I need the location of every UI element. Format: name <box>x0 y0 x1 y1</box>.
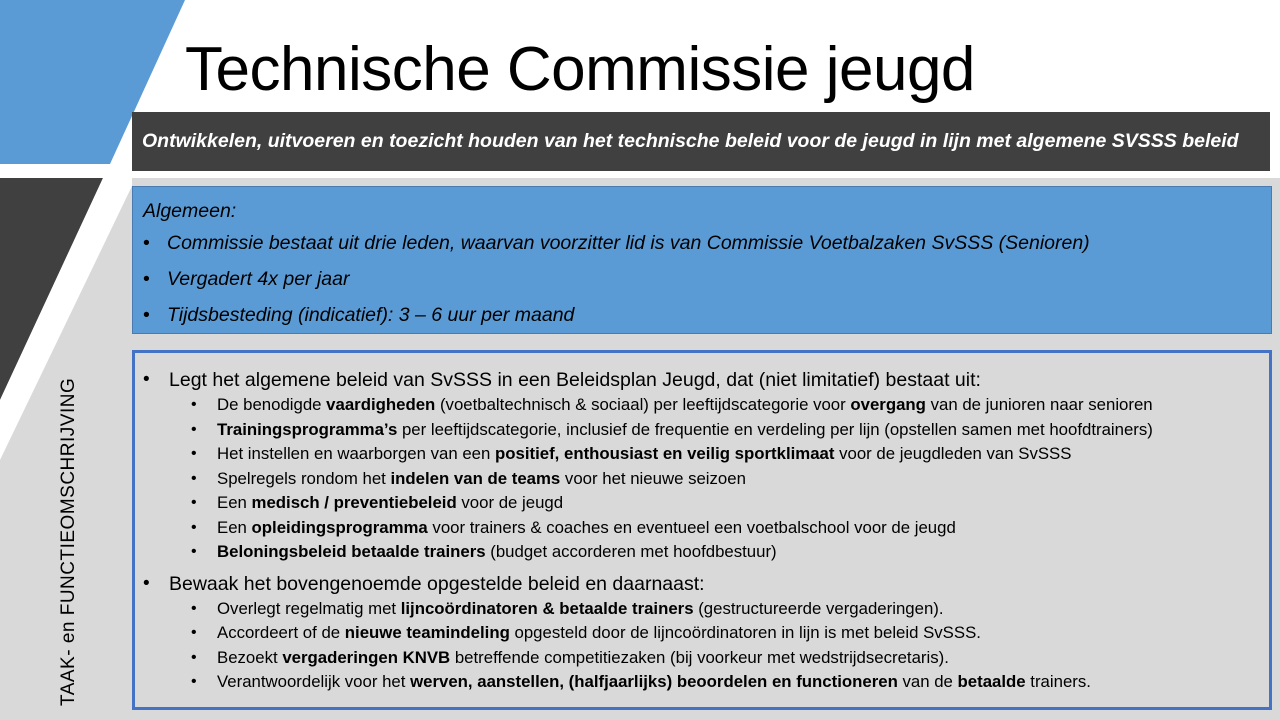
bullet-icon: • <box>191 648 197 666</box>
subtask-item <box>191 670 1261 695</box>
bullet-icon: • <box>191 494 197 511</box>
subtask-text: voor trainers & coaches en eventueel een voetbalschool voor de jeugd <box>427 517 956 537</box>
subtask-text: (budget accorderen met hoofdbestuur) <box>485 542 777 561</box>
bullet-icon: • <box>143 572 150 594</box>
subtask-item <box>191 621 1261 646</box>
bullet-icon: • <box>191 624 197 641</box>
list-item <box>143 225 1261 261</box>
task-item <box>143 367 1261 565</box>
emphasis-text: indelen van de teams <box>390 468 561 488</box>
emphasis-text: nieuwe teamindeling <box>344 623 510 642</box>
subtask-text: (gestructureerde vergaderingen). <box>693 598 944 618</box>
list-item <box>143 261 1261 297</box>
task-text: Bewaak het bovengenoemde opgestelde beleid en daarnaast: <box>169 572 705 595</box>
subtask-item <box>191 491 1261 516</box>
bullet-icon: • <box>191 518 197 536</box>
emphasis-text: lijncoördinatoren & betaalde trainers <box>400 598 694 618</box>
general-item-text: Commissie bestaat uit drie leden, waarvan voorzitter lid is van Commissie Voetbalzaken SvSSS (Senioren) <box>167 232 1090 254</box>
subtask-item <box>191 393 1261 418</box>
subtask-text: voor het nieuwe seizoen <box>560 468 746 488</box>
emphasis-text: overgang <box>850 395 926 414</box>
bullet-icon: • <box>191 420 197 438</box>
page-title: Technische Commissie jeugd <box>185 35 975 104</box>
subtask-text: van de <box>897 672 958 691</box>
general-item-text: Tijdsbesteding (indicatief): 3 – 6 uur per maand <box>167 304 575 326</box>
subtask-text: De benodigde <box>217 395 327 414</box>
emphasis-text: vaardigheden <box>326 395 436 414</box>
emphasis-text: Trainingsprogramma’s <box>217 419 398 439</box>
subtask-text: voor de jeugd <box>456 493 564 512</box>
subtask-text: Een <box>217 517 252 537</box>
subtask-text: Overlegt regelmatig met <box>217 598 401 618</box>
bullet-icon: • <box>191 469 197 487</box>
bullet-icon: • <box>191 543 197 560</box>
subtask-list <box>169 597 1261 695</box>
subtask-text: Spelregels rondom het <box>217 468 391 488</box>
task-text: Legt het algemene beleid van SvSSS in een Beleidsplan Jeugd, dat (niet limitatief) bestaat uit: <box>169 369 981 391</box>
emphasis-text: opleidingsprogramma <box>251 517 428 537</box>
subtitle-text: Ontwikkelen, uitvoeren en toezicht houden van het technische beleid voor de jeugd in lijn met algemene SVSSS beleid <box>142 130 1239 152</box>
bullet-icon: • <box>191 673 197 690</box>
subtask-text: opgesteld door de lijncoördinatoren in lijn is met beleid SvSSS. <box>509 623 981 642</box>
subtask-item <box>191 467 1261 492</box>
subtask-text: (voetbaltechnisch & sociaal) per leeftijdscategorie voor <box>435 395 851 414</box>
tasks-box <box>132 350 1272 710</box>
bullet-icon: • <box>191 396 197 413</box>
general-list <box>143 225 1261 333</box>
emphasis-text: betaalde <box>957 672 1026 691</box>
general-info-box <box>132 186 1272 334</box>
subtask-item <box>191 540 1261 565</box>
side-label: TAAK- en FUNCTIEOMSCHRIJVING <box>58 377 79 706</box>
bullet-icon: • <box>191 599 197 617</box>
emphasis-text: werven, aanstellen, (halfjaarlijks) beoordelen en functioneren <box>410 672 898 691</box>
list-item <box>143 297 1261 333</box>
subtask-text: trainers. <box>1025 672 1091 691</box>
subtask-text: Verantwoordelijk voor het <box>217 672 411 691</box>
task-item <box>143 571 1261 695</box>
subtask-item <box>191 646 1261 671</box>
subtask-text: van de junioren naar senioren <box>925 395 1153 414</box>
subtask-item <box>191 442 1261 467</box>
bullet-icon: • <box>143 369 150 390</box>
general-heading: Algemeen: <box>143 200 237 222</box>
emphasis-text: Beloningsbeleid betaalde trainers <box>217 542 486 561</box>
subtitle-banner <box>132 112 1270 171</box>
bullet-icon: • <box>143 304 150 326</box>
bullet-icon: • <box>191 445 197 462</box>
general-item-text: Vergadert 4x per jaar <box>167 268 350 290</box>
bullet-icon: • <box>143 268 150 290</box>
bullet-icon: • <box>143 232 150 254</box>
subtask-list <box>169 393 1261 565</box>
subtask-text: Het instellen en waarborgen van een <box>217 444 496 463</box>
subtask-text: Accordeert of de <box>217 623 345 642</box>
subtask-text: voor de jeugdleden van SvSSS <box>834 444 1072 463</box>
subtask-item <box>191 516 1261 541</box>
emphasis-text: vergaderingen KNVB <box>282 647 451 667</box>
subtask-text: Bezoekt <box>217 647 283 667</box>
subtask-text: per leeftijdscategorie, inclusief de frequentie en verdeling per lijn (opstellen samen met hoofdtrainers) <box>397 419 1153 439</box>
subtask-text: Een <box>217 493 252 512</box>
emphasis-text: medisch / preventiebeleid <box>251 493 457 512</box>
emphasis-text: positief, enthousiast en veilig sportklimaat <box>495 444 835 463</box>
subtask-item <box>191 418 1261 443</box>
subtask-text: betreffende competitiezaken (bij voorkeur met wedstrijdsecretaris). <box>450 647 949 667</box>
subtask-item <box>191 597 1261 622</box>
tasks-list <box>143 367 1261 695</box>
